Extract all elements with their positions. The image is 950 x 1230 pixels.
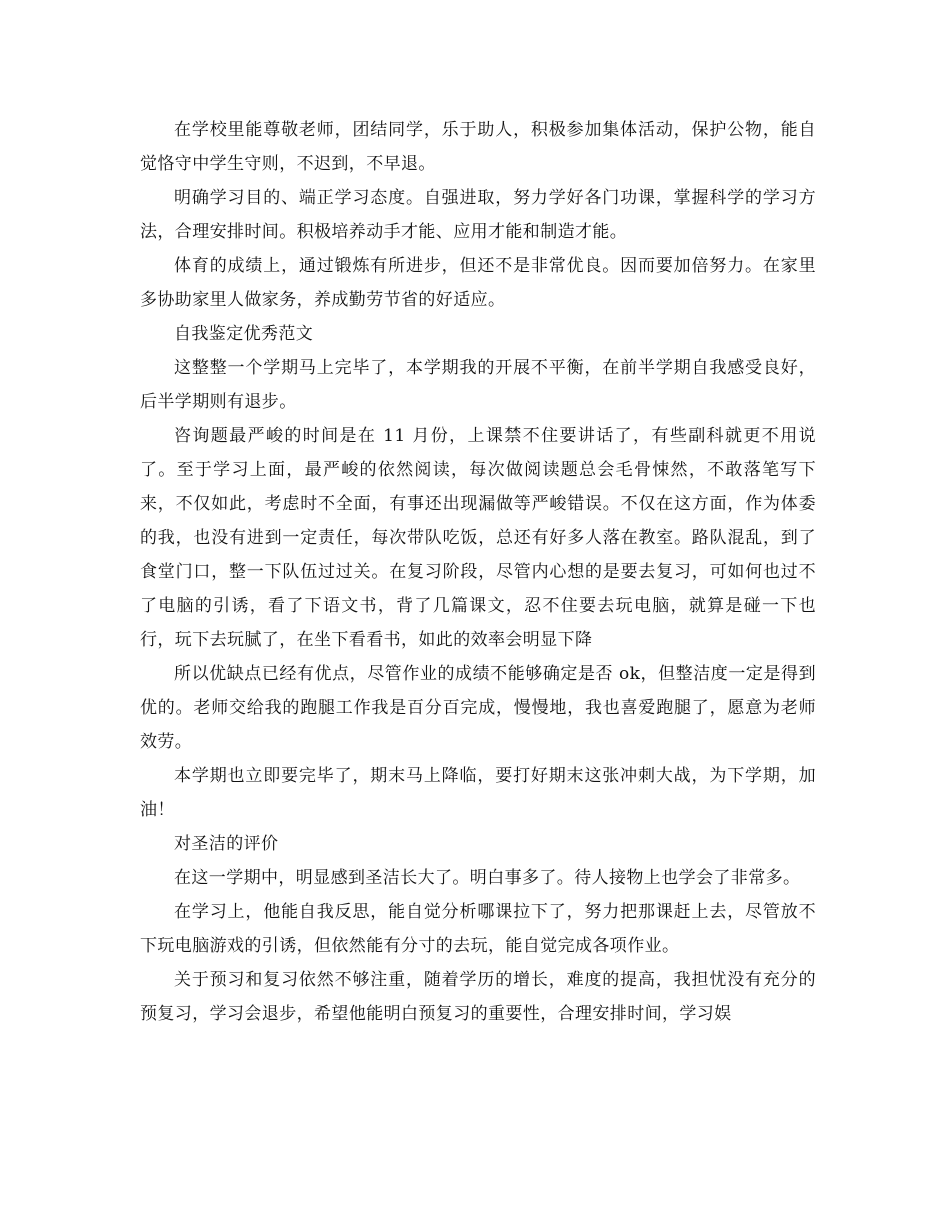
paragraph-10: 关于预习和复习依然不够注重，随着学历的增长，难度的提高，我担忧没有充分的预复习，学习会退步，希望他能明白预复习的重要性，合理安排时间，学习娱	[140, 970, 816, 1024]
paragraph-2: 明确学习目的、端正学习态度。自强进取，努力学好各门功课，掌握科学的学习方法，合理安排时间。积极培养动手才能、应用才能和制造才能。	[140, 188, 816, 242]
paragraph-6: 所以优缺点已经有优点，尽管作业的成绩不能够确定是否 ok，但整洁度一定是得到优的。老师交给我的跑腿工作我是百分百完成，慢慢地，我也喜爱跑腿了，愿意为老师效劳。	[140, 664, 816, 752]
paragraph-9: 在学习上，他能自我反思，能自觉分析哪课拉下了，努力把那课赶上去，尽管放不下玩电脑游戏的引诱，但依然能有分寸的去玩，能自觉完成各项作业。	[140, 902, 816, 956]
paragraph-4: 这整整一个学期马上完毕了，本学期我的开展不平衡，在前半学期自我感受良好，后半学期则有退步。	[140, 358, 816, 412]
paragraph-1: 在学校里能尊敬老师，团结同学，乐于助人，积极参加集体活动，保护公物，能自觉恪守中学生守则，不迟到，不早退。	[140, 120, 816, 174]
paragraph-7: 本学期也立即要完毕了，期末马上降临，要打好期末这张冲刺大战，为下学期，加油！	[140, 766, 816, 820]
paragraph-3: 体育的成绩上，通过锻炼有所进步，但还不是非常优良。因而要加倍努力。在家里多协助家里人做家务，养成勤劳节省的好适应。	[140, 256, 816, 310]
document-body	[140, 113, 816, 1031]
paragraph-5: 咨询题最严峻的时间是在 11 月份，上课禁不住要讲话了，有些副科就更不用说了。至于学习上面，最严峻的依然阅读，每次做阅读题总会毛骨悚然，不敢落笔写下来，不仅如此，考虑时不全面，有事还出现漏做等严峻错误。不仅在这方面，作为体委的我，也没有进到一定责任，每次带队吃饭，总还有好多人落在教室。路队混乱，到了食堂门口，整一下队伍过过关。在复习阶段，尽管内心想的是要去复习，可如何也过不了电脑的引诱，看了下语文书，背了几篇课文，忍不住要去玩电脑，就算是碰一下也行，玩下去玩腻了，在坐下看看书，如此的效率会明显下降	[140, 426, 816, 650]
section-heading-2: 对圣洁的评价	[174, 834, 279, 854]
paragraph-8: 在这一学期中，明显感到圣洁长大了。明白事多了。待人接物上也学会了非常多。	[174, 868, 801, 888]
section-heading-1: 自我鉴定优秀范文	[174, 324, 314, 344]
